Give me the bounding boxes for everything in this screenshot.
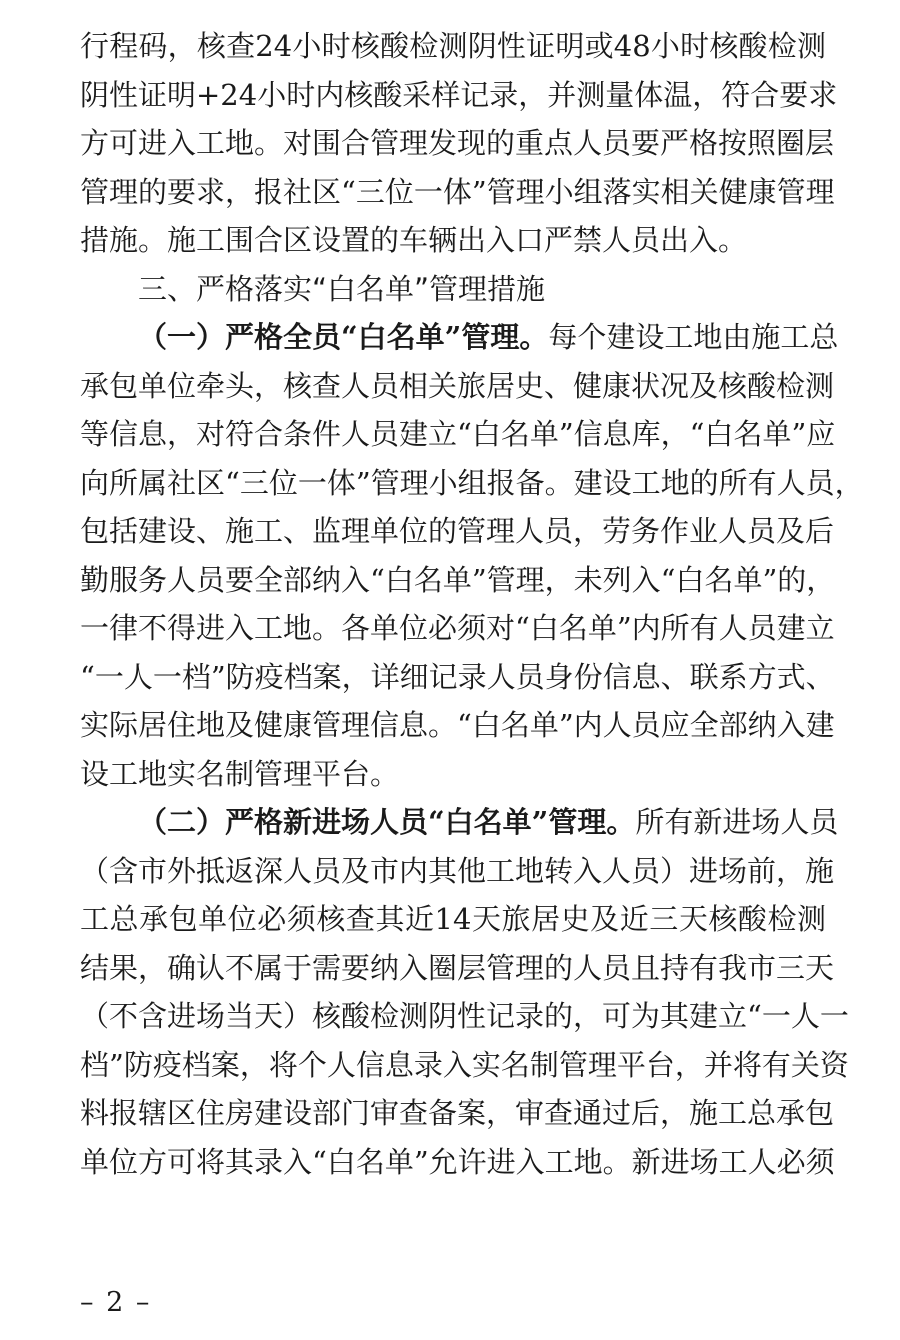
text-line: 结果，确认不属于需要纳入圈层管理的人员且持有我市三天 bbox=[80, 950, 835, 985]
paragraph-first-line bbox=[80, 798, 839, 847]
text-line: 一律不得进入工地。各单位必须对“白名单”内所有人员建立 bbox=[80, 611, 835, 645]
text-line: 单位方可将其录入“白名单”允许进入工地。新进场工人必须 bbox=[80, 1144, 835, 1179]
text-line: 档”防疫档案，将个人信息录入实名制管理平台，并将有关资 bbox=[80, 1047, 849, 1082]
text-line: 勤服务人员要全部纳入“白名单”管理，未列入“白名单”的， bbox=[80, 562, 836, 597]
text-line: 阴性证明+24小时内核酸采样记录，并测量体温，符合要求 bbox=[80, 77, 838, 112]
text-line: 承包单位牵头，核查人员相关旅居史、健康状况及核酸检测 bbox=[80, 368, 835, 403]
page-number: – 2 – bbox=[80, 1287, 152, 1318]
text-line: 措施。施工围合区设置的车辆出入口严禁人员出入。 bbox=[80, 223, 748, 257]
body-text bbox=[80, 22, 864, 1186]
text-line: 等信息，对符合条件人员建立“白名单”信息库，“白名单”应 bbox=[80, 417, 836, 451]
section-heading: 三、严格落实“白名单”管理措施 bbox=[138, 271, 546, 306]
text-line: 实际居住地及健康管理信息。“白名单”内人员应全部纳入建 bbox=[80, 708, 835, 742]
text-line: “一人一档”防疫档案，详细记录人员身份信息、联系方式、 bbox=[80, 659, 835, 694]
paragraph-text: 每个建设工地由施工总 bbox=[548, 320, 839, 354]
text-line: 工总承包单位必须核查其近14天旅居史及近三天核酸检测 bbox=[80, 902, 826, 936]
paragraph-first-line bbox=[80, 313, 839, 362]
text-line: 设工地实名制管理平台。 bbox=[80, 756, 400, 791]
text-line: （含市外抵返深人员及市内其他工地转入人员）进场前，施 bbox=[80, 853, 835, 888]
text-line: 包括建设、施工、监理单位的管理人员，劳务作业人员及后 bbox=[80, 514, 835, 548]
paragraph-bold-lead: （一）严格全员“白名单”管理。 bbox=[138, 320, 549, 354]
paragraph-bold-lead: （二）严格新进场人员“白名单”管理。 bbox=[138, 805, 636, 839]
text-line: 料报辖区住房建设部门审查备案，审查通过后，施工总承包 bbox=[80, 1096, 835, 1130]
text-line: 行程码，核查24小时核酸检测阴性证明或48小时核酸检测 bbox=[80, 29, 826, 63]
text-line: 方可进入工地。对围合管理发现的重点人员要严格按照圈层 bbox=[80, 126, 835, 160]
text-line: （不含进场当天）核酸检测阴性记录的，可为其建立“一人一 bbox=[80, 999, 849, 1033]
text-line: 向所属社区“三位一体”管理小组报备。建设工地的所有人员， bbox=[80, 465, 864, 500]
paragraph-text: 所有新进场人员 bbox=[635, 805, 839, 839]
text-line: 管理的要求，报社区“三位一体”管理小组落实相关健康管理 bbox=[80, 174, 835, 209]
